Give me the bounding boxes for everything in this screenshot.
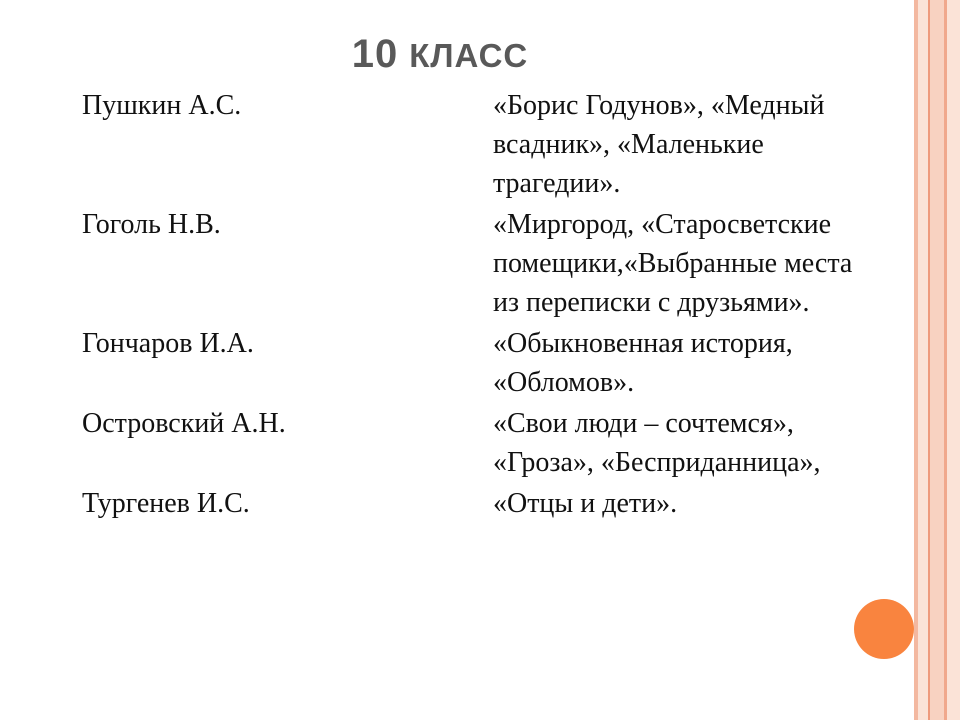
author-works-list bbox=[82, 86, 882, 525]
author-name: Гончаров И.А. bbox=[82, 328, 254, 359]
decorative-side-stripes bbox=[914, 0, 960, 720]
stripe bbox=[930, 0, 944, 720]
author-works: «Отцы и дети». bbox=[492, 488, 678, 519]
author-works: «Свои люди – сочтемся», «Гроза», «Бесприданница», bbox=[492, 408, 821, 478]
list-item bbox=[82, 86, 882, 203]
list-item bbox=[82, 484, 882, 523]
author-name: Пушкин А.С. bbox=[82, 90, 242, 121]
author-name: Гоголь Н.В. bbox=[82, 209, 221, 240]
stripe bbox=[947, 0, 960, 720]
title-number: 10 bbox=[351, 32, 399, 76]
list-item bbox=[82, 324, 882, 402]
title-word: КЛАСС bbox=[409, 37, 529, 74]
list-item bbox=[82, 205, 882, 322]
orange-circle-decoration bbox=[854, 599, 914, 659]
list-item bbox=[82, 404, 882, 482]
author-name: Островский А.Н. bbox=[82, 408, 286, 439]
stripe bbox=[918, 0, 928, 720]
author-works: «Борис Годунов», «Медный всадник», «Маленькие трагедии». bbox=[492, 90, 825, 199]
slide-title bbox=[0, 32, 880, 77]
author-works: «Миргород, «Старосветские помещики,«Выбранные места из переписки с друзьями». bbox=[492, 209, 853, 318]
author-works: «Обыкновенная история, «Обломов». bbox=[492, 328, 793, 398]
author-name: Тургенев И.С. bbox=[82, 488, 250, 519]
